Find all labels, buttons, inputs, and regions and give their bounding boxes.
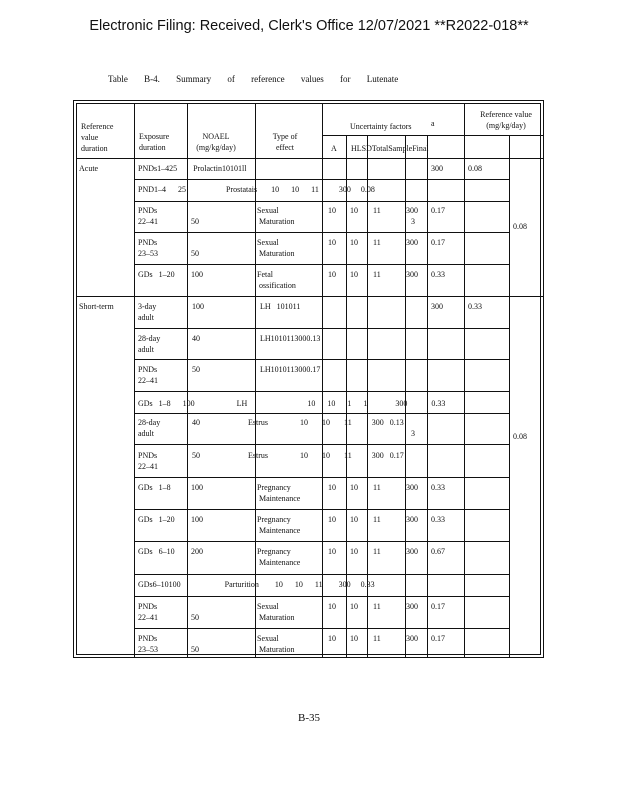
header-uf-subcolumns: HLSDTotalSampleFinal xyxy=(351,144,429,153)
st-row-9-final: 0.67 xyxy=(431,547,445,556)
short-term-row-rule xyxy=(134,574,509,575)
acute-row-5-uf-h: 10 xyxy=(350,270,358,279)
st-row-8-noael: 100 xyxy=(191,515,203,524)
st-row-7-final: 0.33 xyxy=(431,483,445,492)
header-uncertainty-factors: Uncertainty factors xyxy=(350,122,412,131)
acute-row-3-final: 0.17 xyxy=(431,206,445,215)
st-row-9-noael: 200 xyxy=(191,547,203,556)
st-row-3-noael: 50 xyxy=(192,365,200,374)
st-row-8-uf-h: 10 xyxy=(350,515,358,524)
acute-row-4-exposure: PNDs 23–53 xyxy=(138,238,158,258)
st-row-5-effect: Estrus 10 10 11 300 0.13 xyxy=(248,418,404,427)
acute-row-3-exposure: PNDs 22–41 xyxy=(138,206,158,226)
st-row-12-uf-final: 300 xyxy=(406,634,418,643)
st-row-12-noael: 50 xyxy=(191,645,199,654)
short-term-row-rule xyxy=(134,444,509,445)
reference-subheader-rule xyxy=(464,135,543,136)
acute-row-3-uf-h: 10 xyxy=(350,206,358,215)
st-row-7-effect: Pregnancy Maintenance xyxy=(257,483,301,503)
st-row-11-final: 0.17 xyxy=(431,602,445,611)
st-row-8-effect: Pregnancy Maintenance xyxy=(257,515,301,535)
st-row-6-effect: Estrus 10 10 11 300 0.17 xyxy=(248,451,404,460)
st-row-11-uf-h: 10 xyxy=(350,602,358,611)
acute-row-rule xyxy=(134,232,509,233)
st-row-9-effect: Pregnancy Maintenance xyxy=(257,547,301,567)
st-row-3-effect: LH1010113000.17 xyxy=(260,365,321,374)
short-term-row-rule xyxy=(134,359,509,360)
acute-row-5-effect: Fetal ossification xyxy=(257,270,296,290)
st-row-7-uf-final: 300 xyxy=(406,483,418,492)
acute-row-3-effect: Sexual Maturation xyxy=(257,206,295,226)
acute-row-rule xyxy=(134,264,509,265)
st-row-8-uf-total: 11 xyxy=(373,515,381,524)
section-rule xyxy=(76,296,543,297)
st-row-3-exposure: PNDs 22–41 xyxy=(138,365,158,385)
short-term-row-rule xyxy=(134,328,509,329)
st-row-1-final: 0.33 xyxy=(468,302,482,311)
st-row-11-noael: 50 xyxy=(191,613,199,622)
acute-row-rule xyxy=(134,201,509,202)
caption-label: Table xyxy=(108,74,128,84)
acute-row-3-uf-final: 300 xyxy=(406,206,418,215)
acute-row-3-subscript: 3 xyxy=(411,217,415,226)
acute-reference-final: 0.08 xyxy=(513,222,527,231)
st-row-7-uf-h: 10 xyxy=(350,483,358,492)
short-term-row-rule xyxy=(134,391,509,392)
acute-row-rule xyxy=(134,179,509,180)
acute-row-4-uf-total: 11 xyxy=(373,238,381,247)
st-row-12-effect: Sexual Maturation xyxy=(257,634,295,654)
acute-row-2: PND1–4 25 Prostatais 10 10 11 300 0.08 xyxy=(138,185,375,194)
acute-row-3-uf-a: 10 xyxy=(328,206,336,215)
reference-values-table xyxy=(73,100,544,658)
st-row-12-uf-total: 11 xyxy=(373,634,381,643)
st-row-2-effect: LH1010113000.13 xyxy=(260,334,321,343)
acute-label: Acute xyxy=(79,164,99,173)
st-row-6-noael: 50 xyxy=(192,451,200,460)
short-term-row-rule xyxy=(134,509,509,510)
st-row-1-total: 300 xyxy=(431,302,443,311)
st-row-9-uf-a: 10 xyxy=(328,547,336,556)
header-exposure-duration: Exposure duration xyxy=(139,132,170,152)
st-row-8-uf-a: 10 xyxy=(328,515,336,524)
st-row-8-final: 0.33 xyxy=(431,515,445,524)
st-row-9-uf-final: 300 xyxy=(406,547,418,556)
header-uncertainty-superscript: a xyxy=(431,119,435,128)
acute-row-3-noael: 50 xyxy=(191,217,199,226)
caption-number: B-4. xyxy=(144,74,160,84)
uncertainty-subheader-rule xyxy=(322,135,464,136)
st-row-5-exposure: 28-day adult xyxy=(138,418,161,438)
header-noael: NOAEL (mg/kg/day) xyxy=(196,132,236,152)
st-row-11-exposure: PNDs 22–41 xyxy=(138,602,158,622)
acute-row-1-total: 300 xyxy=(431,164,443,173)
st-row-11-uf-total: 11 xyxy=(373,602,381,611)
st-row-2-exposure: 28-day adult xyxy=(138,334,161,354)
acute-row-4-uf-a: 10 xyxy=(328,238,336,247)
short-term-row-rule xyxy=(134,628,509,629)
acute-row-1: PNDs1–425 Prolactin10101ll xyxy=(138,164,247,173)
st-row-1-effect: LH 101011 xyxy=(260,302,301,311)
st-row-4: GDs 1–8 100 LH 10 10 1 1 300 0.33 xyxy=(138,399,446,408)
st-row-7-exposure: GDs 1–8 xyxy=(138,483,171,492)
short-term-row-rule xyxy=(134,477,509,478)
st-row-11-uf-a: 10 xyxy=(328,602,336,611)
st-row-2-noael: 40 xyxy=(192,334,200,343)
st-row-6-exposure: PNDs 22–41 xyxy=(138,451,158,471)
st-row-5-subscript: 3 xyxy=(411,429,415,438)
st-row-5-noael: 40 xyxy=(192,418,200,427)
acute-row-5-uf-total: 11 xyxy=(373,270,381,279)
acute-row-5-exposure: GDs 1–20 xyxy=(138,270,175,279)
st-row-9-uf-total: 11 xyxy=(373,547,381,556)
st-row-8-exposure: GDs 1–20 xyxy=(138,515,175,524)
st-row-9-uf-h: 10 xyxy=(350,547,358,556)
acute-row-5-uf-a: 10 xyxy=(328,270,336,279)
st-row-1-noael: 100 xyxy=(192,302,204,311)
acute-row-1-final: 0.08 xyxy=(468,164,482,173)
st-row-11-uf-final: 300 xyxy=(406,602,418,611)
st-row-1-exposure: 3-day adult xyxy=(138,302,157,322)
short-term-row-rule xyxy=(134,541,509,542)
caption-title: Summary of reference values for Lutenate xyxy=(176,74,399,84)
short-term-label: Short-term xyxy=(79,302,114,311)
table-caption xyxy=(108,74,398,84)
st-row-11-effect: Sexual Maturation xyxy=(257,602,295,622)
st-row-8-uf-final: 300 xyxy=(406,515,418,524)
acute-row-4-final: 0.17 xyxy=(431,238,445,247)
header-bottom-rule xyxy=(76,158,543,159)
st-row-7-uf-a: 10 xyxy=(328,483,336,492)
st-row-7-noael: 100 xyxy=(191,483,203,492)
header-reference-duration: Reference value duration xyxy=(81,122,114,153)
page-number: B-35 xyxy=(298,712,320,724)
acute-row-5-noael: 100 xyxy=(191,270,203,279)
short-term-row-rule xyxy=(134,413,509,414)
st-row-10: GDs6–10100 Parturition 10 10 11 300 0.33 xyxy=(138,580,375,589)
column-rule xyxy=(427,135,428,657)
column-rule xyxy=(509,135,510,657)
acute-row-5-final: 0.33 xyxy=(431,270,445,279)
acute-row-5-uf-final: 300 xyxy=(406,270,418,279)
st-row-9-exposure: GDs 6–10 xyxy=(138,547,175,556)
st-row-12-uf-a: 10 xyxy=(328,634,336,643)
acute-row-4-uf-final: 300 xyxy=(406,238,418,247)
acute-row-4-uf-h: 10 xyxy=(350,238,358,247)
st-row-7-uf-total: 11 xyxy=(373,483,381,492)
header-uf-a: A xyxy=(331,144,337,153)
st-row-12-final: 0.17 xyxy=(431,634,445,643)
filing-header: Electronic Filing: Received, Clerk's Office 12/07/2021 **R2022-018** xyxy=(89,18,529,34)
header-reference-value: Reference value (mg/kg/day) xyxy=(480,110,532,130)
header-effect-type: Type of effect xyxy=(272,132,298,152)
st-row-12-exposure: PNDs 23–53 xyxy=(138,634,158,654)
acute-row-4-noael: 50 xyxy=(191,249,199,258)
short-term-reference-final: 0.08 xyxy=(513,432,527,441)
st-row-12-uf-h: 10 xyxy=(350,634,358,643)
short-term-row-rule xyxy=(134,596,509,597)
acute-row-4-effect: Sexual Maturation xyxy=(257,238,295,258)
acute-row-3-uf-total: 11 xyxy=(373,206,381,215)
